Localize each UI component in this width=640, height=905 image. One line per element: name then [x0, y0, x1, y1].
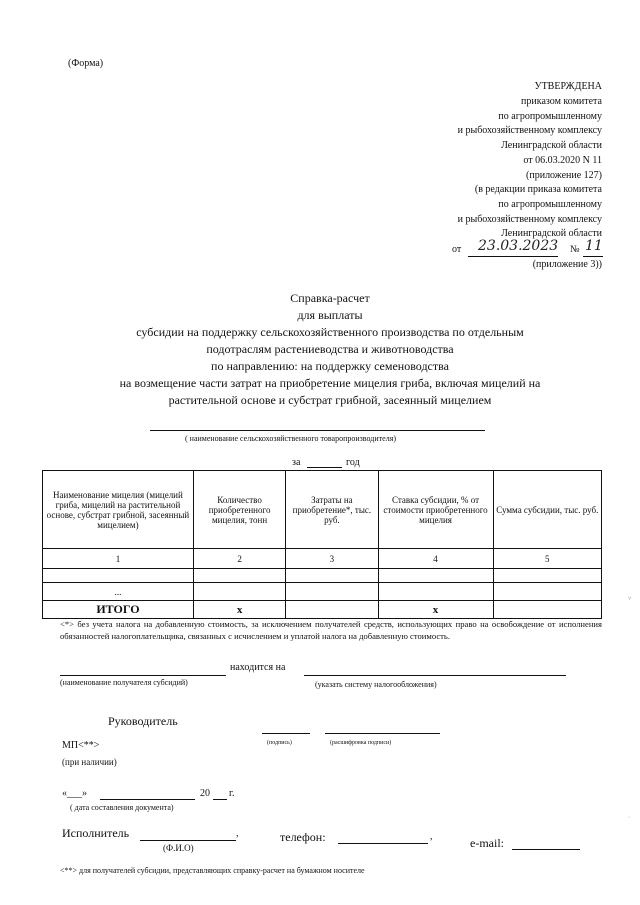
heading-line: Справка-расчет [290, 291, 370, 305]
column-number: 4 [378, 549, 493, 569]
heading-line: подотраслям растениеводства и животноводства [206, 342, 454, 356]
date-caption: ( дата составления документа) [70, 803, 174, 812]
comma: , [236, 828, 239, 839]
column-number: 1 [43, 549, 194, 569]
scan-speck: ˅ [628, 596, 632, 602]
sign-caption: (подпись) [267, 740, 292, 746]
total-label: ИТОГО [43, 601, 194, 619]
table-cell[interactable] [493, 601, 601, 619]
scan-speck: · [628, 815, 630, 821]
approval-line: и рыбохозяйственному комплексу [457, 213, 602, 225]
table-cell[interactable] [286, 583, 378, 601]
header-cell: Наименование мицелия (мицелий гриба, мицелий на растительной основе, субстрат грибной, засеянный мицелием) [43, 471, 194, 549]
year-suffix: г. [229, 788, 235, 799]
period-year-line[interactable] [307, 467, 342, 468]
producer-name-line[interactable] [150, 430, 485, 431]
approval-block [302, 95, 602, 242]
approval-line: Ленинградской области [501, 140, 602, 152]
paper-footnote: <**> для получателей субсидии, представляющих справку-расчет на бумажном носителе [60, 866, 365, 875]
column-number: 2 [193, 549, 285, 569]
column-number: 3 [286, 549, 378, 569]
table-row [43, 583, 602, 601]
head-label: Руководитель [108, 714, 178, 728]
approval-title: УТВЕРЖДЕНА [534, 81, 602, 92]
period-za: за [292, 457, 301, 468]
fio-caption: (Ф.И.О) [163, 843, 194, 853]
heading-line: на возмещение части затрат на приобретение мицелия гриба, включая мицелий на [119, 376, 541, 390]
table-number-row [43, 549, 602, 569]
header-cell: Сумма субсидии, тыс. руб. [493, 471, 601, 549]
executor-line[interactable] [140, 840, 236, 841]
recipient-name-line[interactable] [60, 675, 226, 676]
approval-line: от 06.03.2020 N 11 [523, 154, 602, 166]
approval-appendix: (приложение 3)) [532, 259, 602, 270]
table-row [43, 569, 602, 583]
phone-line[interactable] [338, 843, 428, 844]
table-cell[interactable] [286, 601, 378, 619]
approval-line: и рыбохозяйственному комплексу [457, 125, 602, 137]
x-mark: x [193, 601, 285, 619]
table-cell[interactable] [378, 569, 493, 583]
approval-line: (в редакции приказа комитета [474, 184, 602, 196]
form-label: (Форма) [68, 58, 104, 69]
subsidy-table [42, 470, 602, 619]
table-total-row [43, 601, 602, 619]
ellipsis-cell: ... [43, 583, 194, 601]
tax-system-caption: (указать систему налогообложения) [315, 680, 437, 689]
handwritten-number: 11 [585, 238, 603, 254]
document-heading [30, 290, 630, 409]
comma: , [430, 831, 433, 842]
x-mark: x [378, 601, 493, 619]
column-number: 5 [493, 549, 601, 569]
approval-line: приказом комитета [521, 96, 602, 107]
year-prefix: 20 [200, 788, 210, 799]
table-cell[interactable] [286, 569, 378, 583]
heading-line: по направлению: на поддержку семеноводства [211, 359, 449, 373]
table-cell[interactable] [493, 569, 601, 583]
approval-line: (приложение 127) [526, 169, 602, 181]
signature-line[interactable] [262, 733, 310, 734]
vat-footnote: <*> без учета налога на добавленную стоимость, за исключением получателей средств, использующих право на освобождение от исполнения обязанностей налогоплательщика, связанных с исчислением и уплатой налога на добавленную стоимость. [60, 619, 602, 641]
table-cell[interactable] [493, 583, 601, 601]
decode-line[interactable] [325, 733, 440, 734]
executor-label: Исполнитель [62, 826, 130, 840]
table-cell[interactable] [43, 569, 194, 583]
date-month-line[interactable] [100, 799, 195, 800]
approval-line: по агропромышленному [498, 198, 602, 210]
year-line[interactable] [213, 799, 227, 800]
heading-line: растительной основе и субстрат грибной, засеянный мицелием [168, 393, 492, 407]
header-cell: Количество приобретенного мицелия, тонн [193, 471, 285, 549]
mp-label: МП<**> [62, 740, 100, 751]
located-text: находится на [230, 662, 286, 673]
table-header-row [43, 471, 602, 549]
recipient-caption: (наименование получателя субсидий) [60, 678, 188, 687]
tax-system-line[interactable] [304, 675, 566, 676]
email-line[interactable] [512, 849, 580, 850]
mp-if-any: (при наличии) [62, 757, 117, 767]
number-underline [583, 256, 603, 257]
phone-label: телефон: [280, 830, 326, 844]
heading-line: субсидии на поддержку сельскохозяйственного производства по отдельным [136, 325, 524, 339]
period-god: год [346, 457, 360, 468]
heading-line: для выплаты [297, 308, 363, 322]
date-day: «___» [62, 788, 87, 799]
table-cell[interactable] [193, 569, 285, 583]
decode-caption: (расшифровка подписи) [330, 740, 392, 746]
producer-caption: ( наименование сельскохозяйственного товаропроизводителя) [185, 434, 397, 443]
header-cell: Затраты на приобретение*, тыс. руб. [286, 471, 378, 549]
table-cell[interactable] [378, 583, 493, 601]
number-label: № [570, 244, 580, 255]
approval-line: по агропромышленному [498, 110, 602, 122]
date-underline [468, 256, 558, 257]
header-cell: Ставка субсидии, % от стоимости приобретенного мицелия [378, 471, 493, 549]
table-cell[interactable] [193, 583, 285, 601]
handwritten-date: 23.03.2023 [478, 238, 559, 254]
from-label: от [452, 244, 462, 255]
approval-line: Ленинградской области [501, 228, 602, 240]
email-label: e-mail: [470, 836, 504, 850]
